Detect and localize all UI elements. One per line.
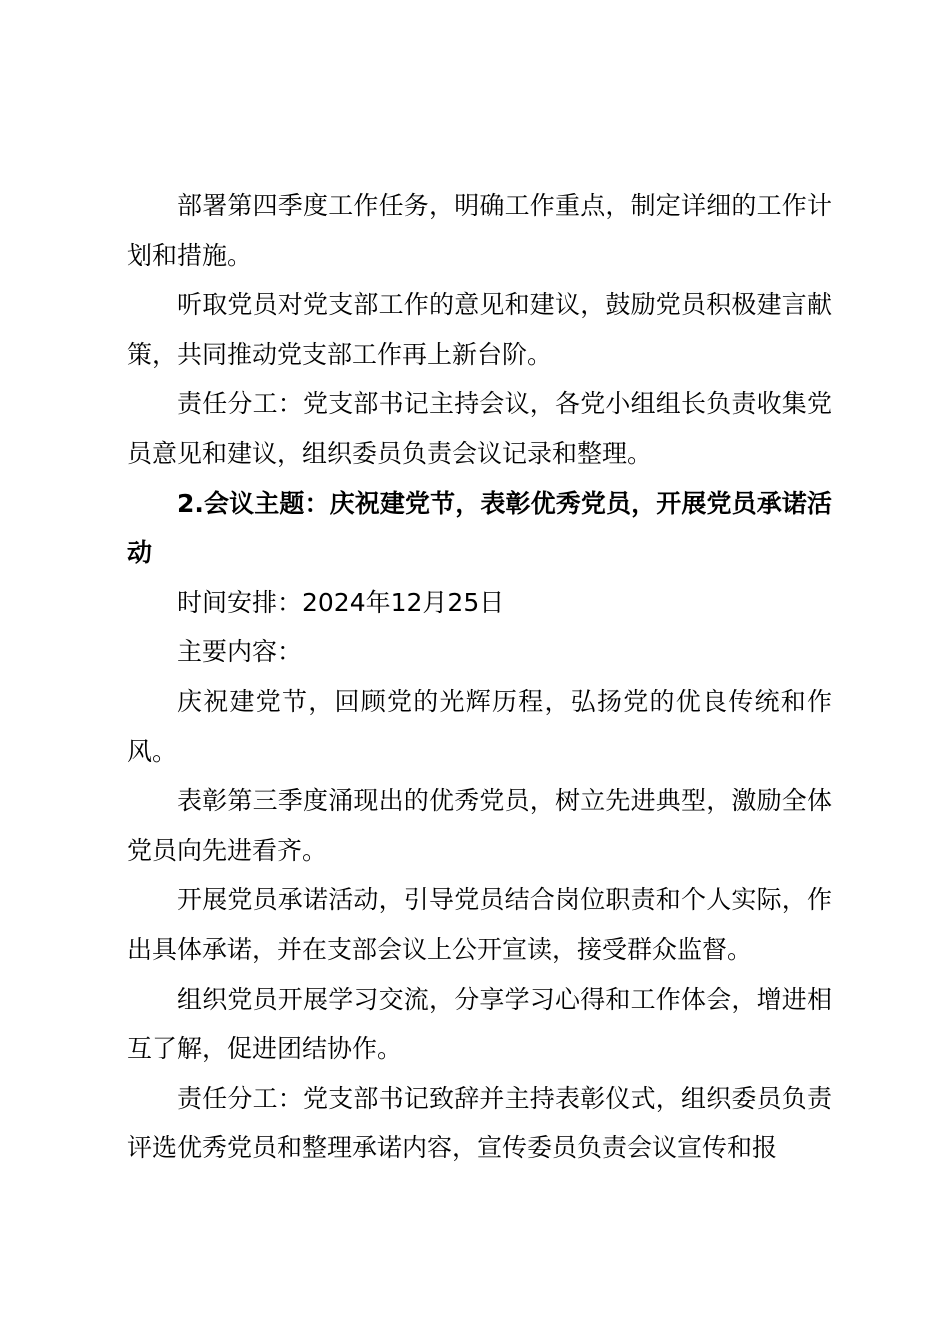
paragraph-responsibility-2: 责任分工：党支部书记致辞并主持表彰仪式，组织委员负责评选优秀党员和整理承诺内容，宣传委员负责会议宣传和报 xyxy=(127,1083,832,1163)
paragraph-main-content-label: 主要内容： xyxy=(177,637,303,667)
paragraph-pledge: 开展党员承诺活动，引导党员结合岗位职责和个人实际，作出具体承诺，并在支部会议上公开宣读，接受群众监督。 xyxy=(127,885,832,964)
paragraph-celebrate: 庆祝建党节，回顾党的光辉历程，弘扬党的优良传统和作风。 xyxy=(127,686,832,766)
paragraph-responsibility-1: 责任分工：党支部书记主持会议，各党小组组长负责收集党员意见和建议，组织委员负责会议记录和整理。 xyxy=(127,389,832,468)
paragraph-deploy-q4: 部署第四季度工作任务，明确工作重点，制定详细的工作计划和措施。 xyxy=(127,191,832,270)
paragraph-commend: 表彰第三季度涌现出的优秀党员，树立先进典型，激励全体党员向先进看齐。 xyxy=(127,786,832,865)
paragraph-schedule: 时间安排：2024年12月25日 xyxy=(177,587,505,617)
section-heading-meeting-2: 2.会议主题：庆祝建党节，表彰优秀党员，开展党员承诺活动 xyxy=(127,488,832,568)
document-body xyxy=(127,181,832,1173)
paragraph-listen-opinions: 听取党员对党支部工作的意见和建议，鼓励党员积极建言献策，共同推动党支部工作再上新台阶。 xyxy=(127,290,832,369)
paragraph-exchange: 组织党员开展学习交流，分享学习心得和工作体会，增进相互了解，促进团结协作。 xyxy=(127,984,832,1064)
